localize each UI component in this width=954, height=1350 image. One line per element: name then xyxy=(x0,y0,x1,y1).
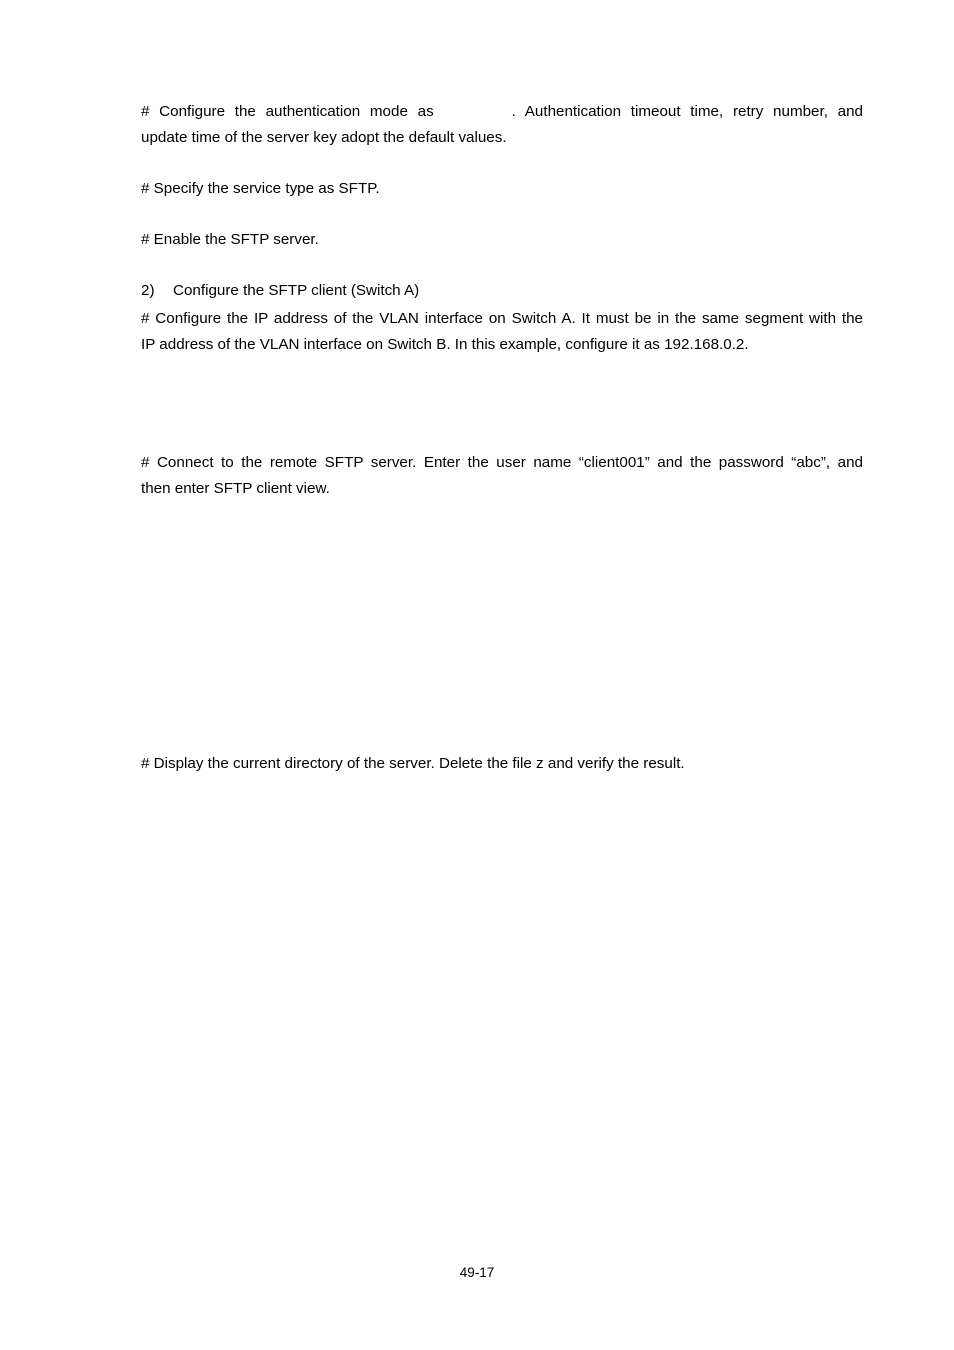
paragraph-connect-server xyxy=(141,450,863,501)
paragraph-authentication-mode xyxy=(141,99,863,150)
paragraph-line: then enter SFTP client view. xyxy=(141,479,330,497)
list-number: 2) xyxy=(141,282,155,299)
text-segment: # Configure the authentication mode as xyxy=(141,103,434,120)
list-item-configure-client xyxy=(141,278,863,304)
page-number: 49-17 xyxy=(459,1265,495,1280)
paragraph-line: # Specify the service type as SFTP. xyxy=(141,180,380,197)
paragraph-line xyxy=(141,278,863,304)
paragraph-ip-address xyxy=(141,306,863,357)
paragraph-line: # Connect to the remote SFTP server. Enter the user name “client001” and the password “abc”, and xyxy=(141,454,863,471)
paragraph-line: # Configure the IP address of the VLAN interface on Switch A. It must be in the same segment with the xyxy=(141,310,863,327)
text-segment: . Authentication timeout time, retry number, and xyxy=(511,103,863,120)
paragraph-line xyxy=(141,99,863,125)
paragraph-enable-server xyxy=(141,227,863,253)
paragraph-line: update time of the server key adopt the default values. xyxy=(141,128,507,146)
list-text: Configure the SFTP client (Switch A) xyxy=(173,282,420,299)
paragraph-line: IP address of the VLAN interface on Switch B. In this example, configure it as 192.168.0.2. xyxy=(141,335,749,353)
paragraph-line: # Display the current directory of the server. Delete the file z and verify the result. xyxy=(141,755,685,772)
paragraph-line: # Enable the SFTP server. xyxy=(141,231,319,248)
paragraph-display-directory xyxy=(141,751,863,777)
paragraph-service-type xyxy=(141,176,863,202)
